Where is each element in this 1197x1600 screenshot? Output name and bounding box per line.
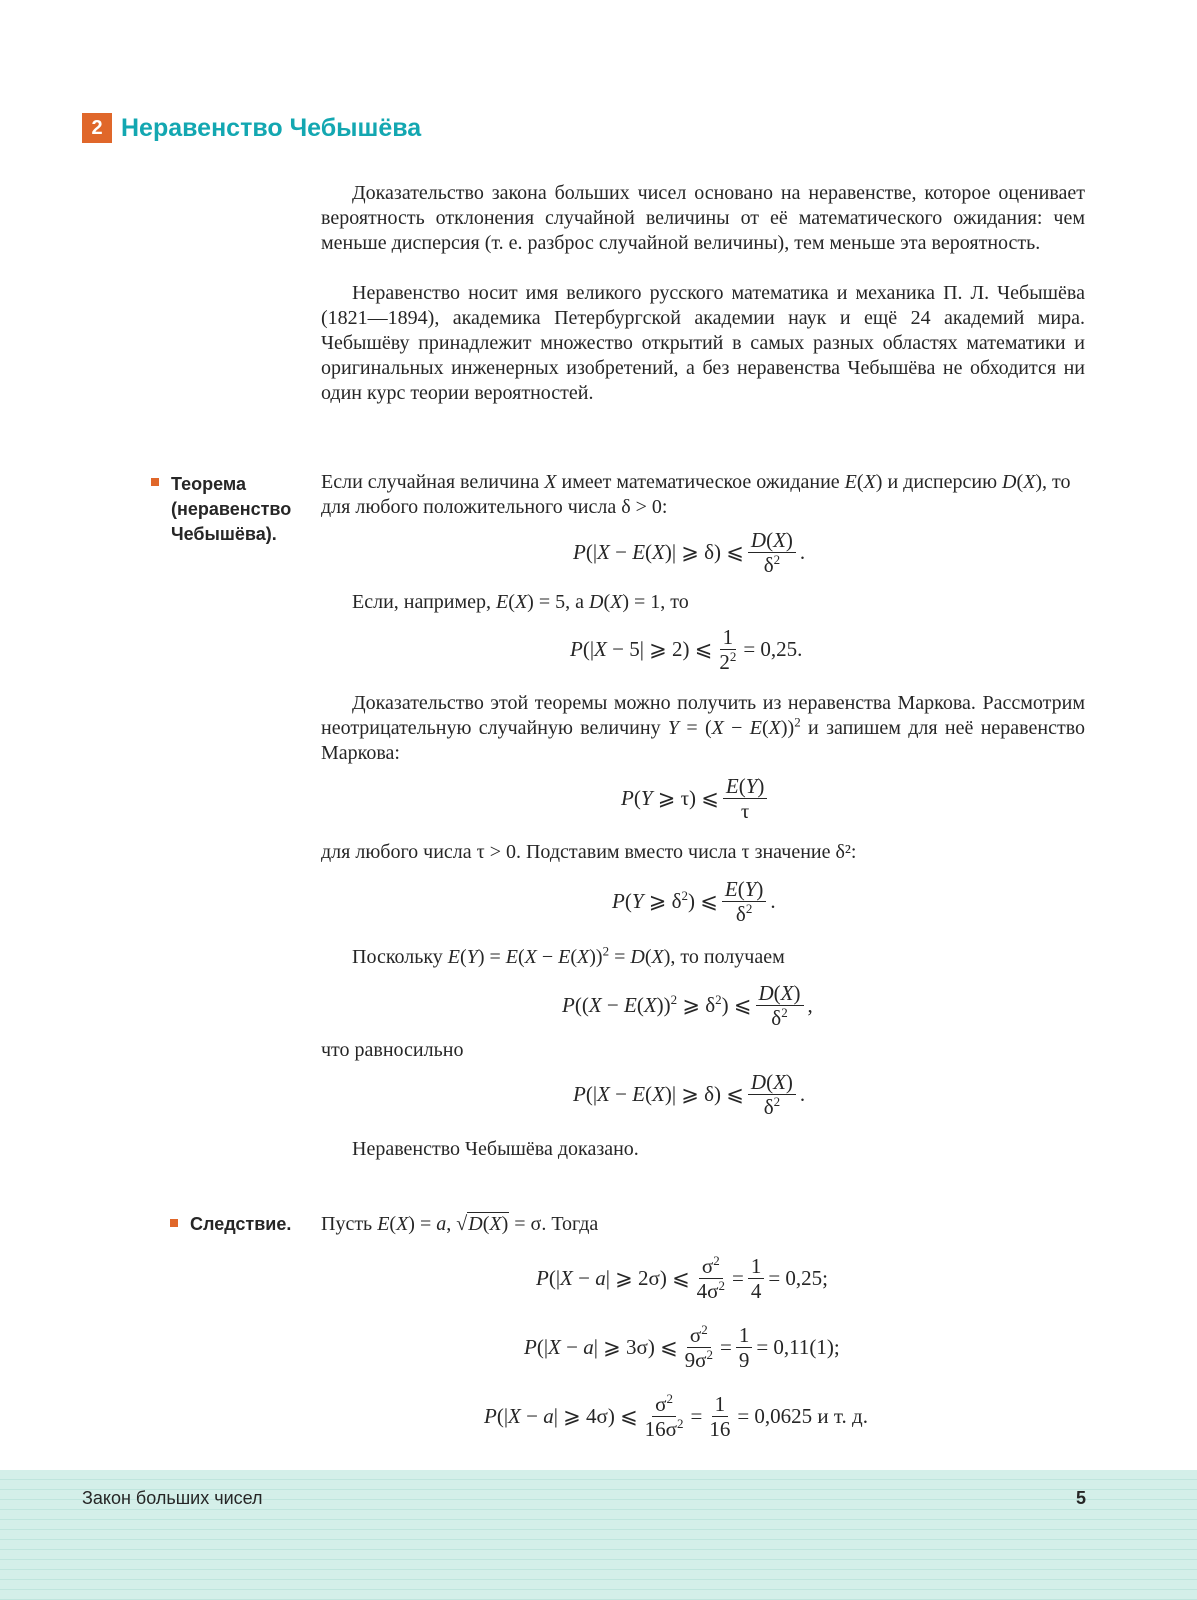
theorem-label-line-3: Чебышёва).: [171, 524, 277, 544]
squared-inequality: $P((X - E(X))^2$ ⩾ $\delta^2$) ⩽ $\frac{D(X)}{\delta^2}$ ,: [562, 981, 813, 1030]
section-title: Неравенство Чебышёва: [121, 113, 422, 142]
theorem-bullet: [151, 478, 159, 486]
theorem-statement: Если случайная величина X имеет математическое ожидание E(X) и дисперсию D(X), то для любого положительного числа δ > 0:: [321, 471, 1071, 518]
section-heading: [82, 113, 421, 143]
corollary-two-sigma: P(|X − a| ⩾ 2σ) ⩽ $\frac{\sigma^2}{4\sigma^2}$ = $\frac{1}{4}$ = 0,25;: [536, 1253, 829, 1303]
corollary-bullet: [170, 1219, 178, 1227]
example-inequality: P(|X − 5| ⩾ 2) ⩽ $\frac{1}{2^2}$ = 0,25.: [570, 625, 803, 674]
corollary-four-sigma: P(|X − a| ⩾ 4σ) ⩽ $\frac{\sigma^2}{16\sigma^2}$ = $\frac{1}{16}$ = 0,0625 и т. д.: [484, 1391, 868, 1441]
intro-paragraph-2: Неравенство носит имя великого русского математика и механика П. Л. Чебышёва (1821—1894), академика Петербургской академии наук и ещё 24 академий мира. Чебышёву принадлежит множество открытий в самых разных областях математики и оригинальных инженерных изобретений, а без неравенства Чебышёва не обходится ни один курс теории вероятностей.: [321, 282, 1085, 404]
page-number: 5: [1075, 1488, 1086, 1508]
corollary-label: Следствие.: [190, 1214, 292, 1234]
footer-title: Закон больших чисел: [82, 1488, 263, 1508]
proof-paragraph-4: что равносильно: [321, 1039, 464, 1061]
section-number: 2: [82, 113, 112, 143]
corollary-three-sigma: P(|X − a| ⩾ 3σ) ⩽ $\frac{\sigma^2}{9\sigma^2}$ = $\frac{1}{9}$ = 0,11(1);: [524, 1322, 840, 1372]
proof-paragraph-1: Доказательство этой теоремы можно получить из неравенства Маркова. Рассмотрим неотрицательную случайную величину $Y = (X - E(X))^2$ и запишем для неё неравенство Маркова:: [321, 692, 1086, 764]
theorem-label-line-2: (неравенство: [171, 499, 292, 519]
markov-inequality: P(Y ⩾ τ) ⩽ $\frac{E(Y)}{\tau}$: [621, 774, 771, 823]
proof-paragraph-3: Поскольку $E(Y) = E(X - E(X))^2 = D(X)$, то получаем: [352, 943, 785, 968]
corollary-statement: Пусть E(X) = a, √D(X) = σ. Тогда: [321, 1213, 599, 1235]
proof-conclusion: Неравенство Чебышёва доказано.: [352, 1138, 639, 1160]
theorem-label: [171, 472, 291, 547]
example-line: Если, например, E(X) = 5, а D(X) = 1, то: [352, 591, 689, 613]
theorem-label-line-1: Теорема: [171, 474, 246, 494]
chebyshev-inequality-restated: P(|X − E(X)| ⩾ δ) ⩽ $\frac{D(X)}{\delta^2}$ .: [573, 1070, 806, 1119]
chebyshev-inequality: P(|X − E(X)| ⩾ δ) ⩽ $\frac{D(X)}{\delta^2}$ .: [573, 528, 806, 577]
markov-substituted: P(Y ⩾ $\delta^2$) ⩽ $\frac{E(Y)}{\delta^2}$ .: [612, 877, 776, 926]
intro-paragraph-1: Доказательство закона больших чисел основано на неравенстве, которое оценивает вероятность отклонения случайной величины от её математического ожидания: чем меньше дисперсия (т. е. разброс случайной величины), тем меньше эта вероятность.: [321, 182, 1085, 254]
proof-paragraph-2: для любого числа τ > 0. Подставим вместо числа τ значение δ²:: [321, 841, 857, 863]
